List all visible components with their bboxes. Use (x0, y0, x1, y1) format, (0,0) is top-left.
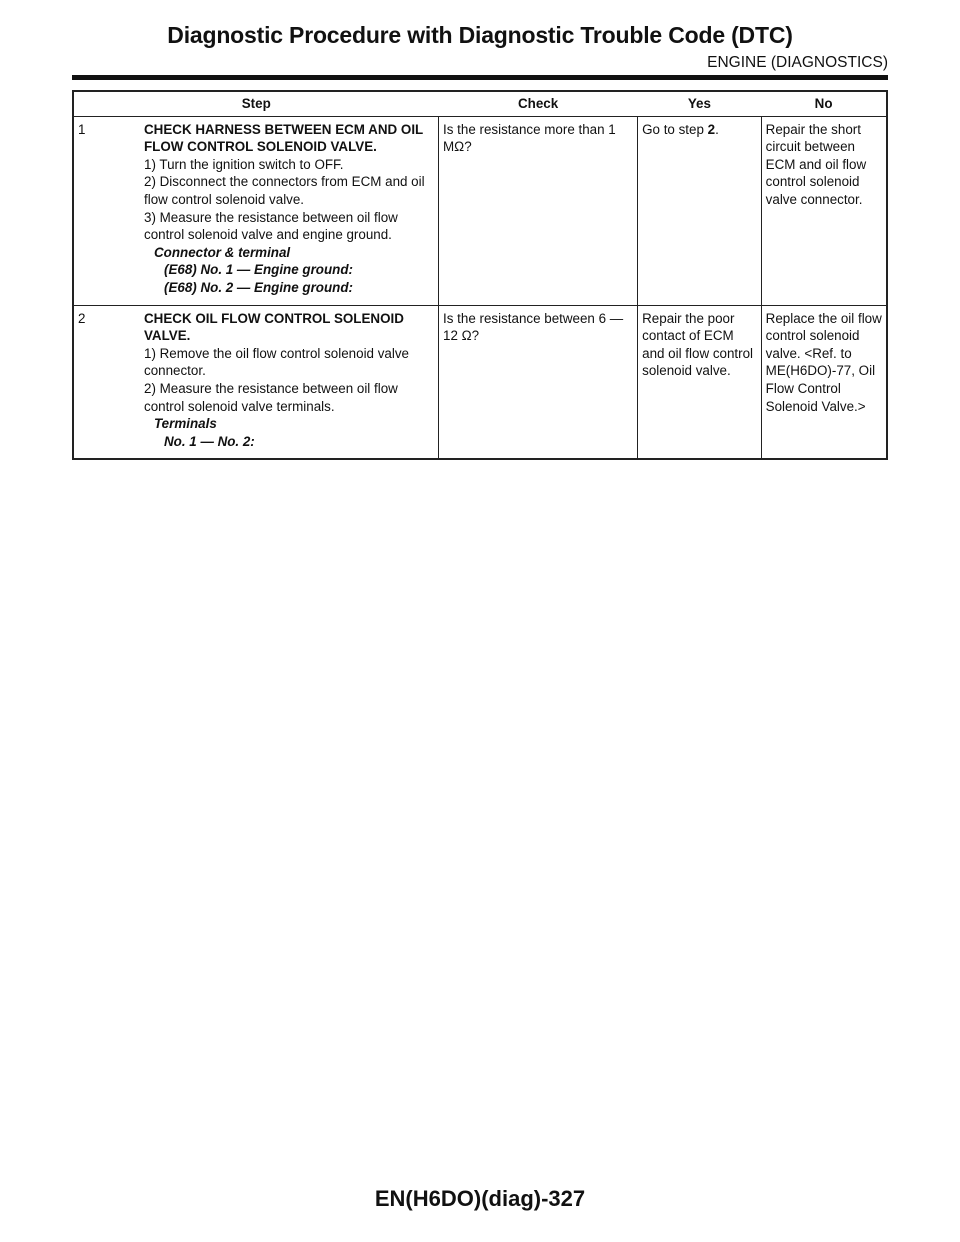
procedure-line: 2) Disconnect the connectors from ECM and oil flow control solenoid valve. (144, 174, 425, 207)
table-row (73, 116, 887, 305)
table-row (73, 305, 887, 459)
check-cell: Is the resistance between 6 — 12 Ω? (439, 305, 638, 459)
column-header-no: No (761, 91, 887, 116)
step-body (144, 310, 434, 451)
spec-item: (E68) No. 1 — Engine ground: (164, 262, 353, 278)
step-cell (73, 116, 439, 305)
step-title: CHECK OIL FLOW CONTROL SOLENOID VALVE. (144, 310, 404, 344)
yes-text: Go to step (642, 121, 708, 137)
header-rule (72, 75, 888, 80)
step-cell (73, 305, 439, 459)
spec-heading: Terminals (154, 416, 217, 432)
column-header-check: Check (439, 91, 638, 116)
no-cell: Repair the short circuit between ECM and oil flow control solenoid valve connector. (761, 116, 887, 305)
yes-cell (638, 116, 762, 305)
table-header-row (73, 91, 887, 116)
procedure-line: 1) Remove the oil flow control solenoid valve connector. (144, 345, 409, 379)
page-title: Diagnostic Procedure with Diagnostic Trouble Code (DTC) (167, 22, 793, 48)
spec-heading: Connector & terminal (154, 244, 291, 260)
yes-cell: Repair the poor contact of ECM and oil flow control solenoid valve. (638, 305, 762, 459)
yes-step-link[interactable]: 2 (707, 121, 716, 137)
step-title: CHECK HARNESS BETWEEN ECM AND OIL FLOW CONTROL SOLENOID VALVE. (144, 121, 423, 155)
step-number: 2 (78, 310, 86, 326)
yes-text-suffix: . (715, 121, 719, 137)
step-body (144, 121, 434, 297)
column-header-step: Step (73, 91, 439, 116)
procedure-line: 2) Measure the resistance between oil flow control solenoid valve terminals. (144, 380, 398, 414)
no-cell: Replace the oil flow control solenoid valve. <Ref. to ME(H6DO)-77, Oil Flow Control Solenoid Valve.> (761, 305, 887, 459)
page-number: EN(H6DO)(diag)-327 (374, 1186, 586, 1211)
column-header-yes: Yes (638, 91, 762, 116)
check-cell: Is the resistance more than 1 MΩ? (439, 116, 638, 305)
spec-item: No. 1 — No. 2: (164, 433, 255, 449)
diagnostic-table (72, 90, 888, 460)
step-number: 1 (78, 121, 86, 137)
procedure-line: 1) Turn the ignition switch to OFF. (144, 156, 344, 172)
procedure-line: 3) Measure the resistance between oil flow control solenoid valve and engine ground. (144, 209, 398, 243)
section-label: ENGINE (DIAGNOSTICS) (707, 54, 888, 71)
spec-item: (E68) No. 2 — Engine ground: (164, 279, 353, 295)
